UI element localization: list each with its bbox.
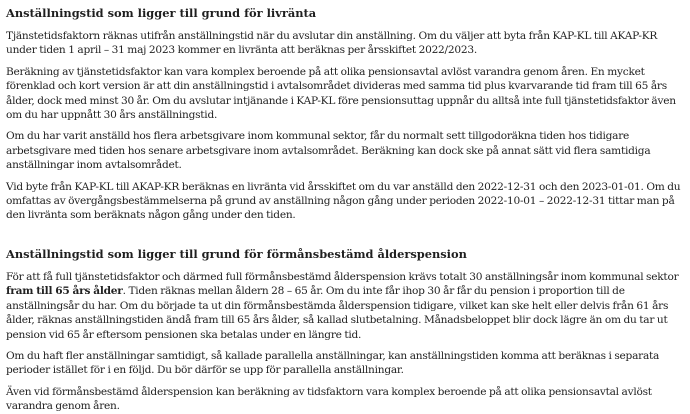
paragraph (6, 270, 684, 342)
paragraph: Om du har varit anställd hos flera arbetsgivare inom kommunal sektor, får du normalt sett tillgodoräkna tiden hos tidigare arbetsgivare med tiden hos senare arbetsgivare inom avtalsområdet. Beräkning kan dock ske på annat sätt vid flera samtidiga anställningar inom avtalsområdet. (6, 130, 651, 172)
paragraph: Om du haft fler anställningar samtidigt, så kallade parallella anställningar, kan anställningstiden komma att beräknas i separata perioder istället för i en följd. Du bör därför se upp för parallella anställningar. (6, 349, 660, 377)
section-heading-formansbestamd: Anställningstid som ligger till grund för förmånsbestämd ålderspension (6, 246, 467, 261)
paragraph: Beräkning av tjänstetidsfaktor kan vara komplex beroende på att olika pensionsavtal avlöst varandra genom åren. En mycket förenklad och kort version är att din anställningstid i avtalsområdet divideras med samma tid plus kvarvarande tid fram till 65 års ålder, dock med minst 30 år. Om du avslutar intjänande i KAP-KL före pensionsuttag uppnår du alltså inte full tjänstetidsfaktor även om du har uppnått 30 års anställningstid. (6, 65, 676, 122)
section-livranta (6, 6, 684, 223)
paragraph-text: För att få full tjänstetidsfaktor och därmed full förmånsbestämd ålderspension krävs totalt 30 anställningsår inom kommunal sektor (6, 270, 679, 283)
paragraph: Även vid förmånsbestämd ålderspension kan beräkning av tidsfaktorn vara komplex beroende på att olika pensionsavtal avlöst varandra genom åren. (6, 385, 652, 413)
emphasis-text: fram till 65 års ålder (6, 285, 123, 298)
paragraph-text: . Tiden räknas mellan åldern 28 – 65 år. Om du inte får ihop 30 år får du pension i proportion till de anställningsår du har. Om du började ta ut din förmånsbestämda ålderspension tidigare, vilket kan ske helt eller delvis från 61 års ålder, räknas anställningstiden ändå fram till 65 års ålder, så kallad slutbetalning. Månadsbeloppet blir dock lägre än om du tar ut pension vid 65 år eftersom pensionen ska betalas under en längre tid. (6, 285, 669, 341)
section-formansbestamd (6, 247, 684, 414)
paragraph: Tjänstetidsfaktorn räknas utifrån anställningstid när du avslutar din anställning. Om du väljer att byta från KAP-KL till AKAP-KR under tiden 1 april – 31 maj 2023 kommer en livränta att beräknas per årsskiftet 2022/2023. (6, 30, 658, 57)
paragraph: Vid byte från KAP-KL till AKAP-KR beräknas en livränta vid årsskiftet om du var anställd den 2022-12-31 och den 2023-01-01. Om du omfattas av övergångsbestämmelserna på grund av anställning någon gång under perioden 2022-10-01 – 2022-12-31 tittar man på den livränta som beräknats någon gång under den tiden. (6, 180, 681, 222)
section-heading-livranta: Anställningstid som ligger till grund för livränta (6, 6, 317, 20)
